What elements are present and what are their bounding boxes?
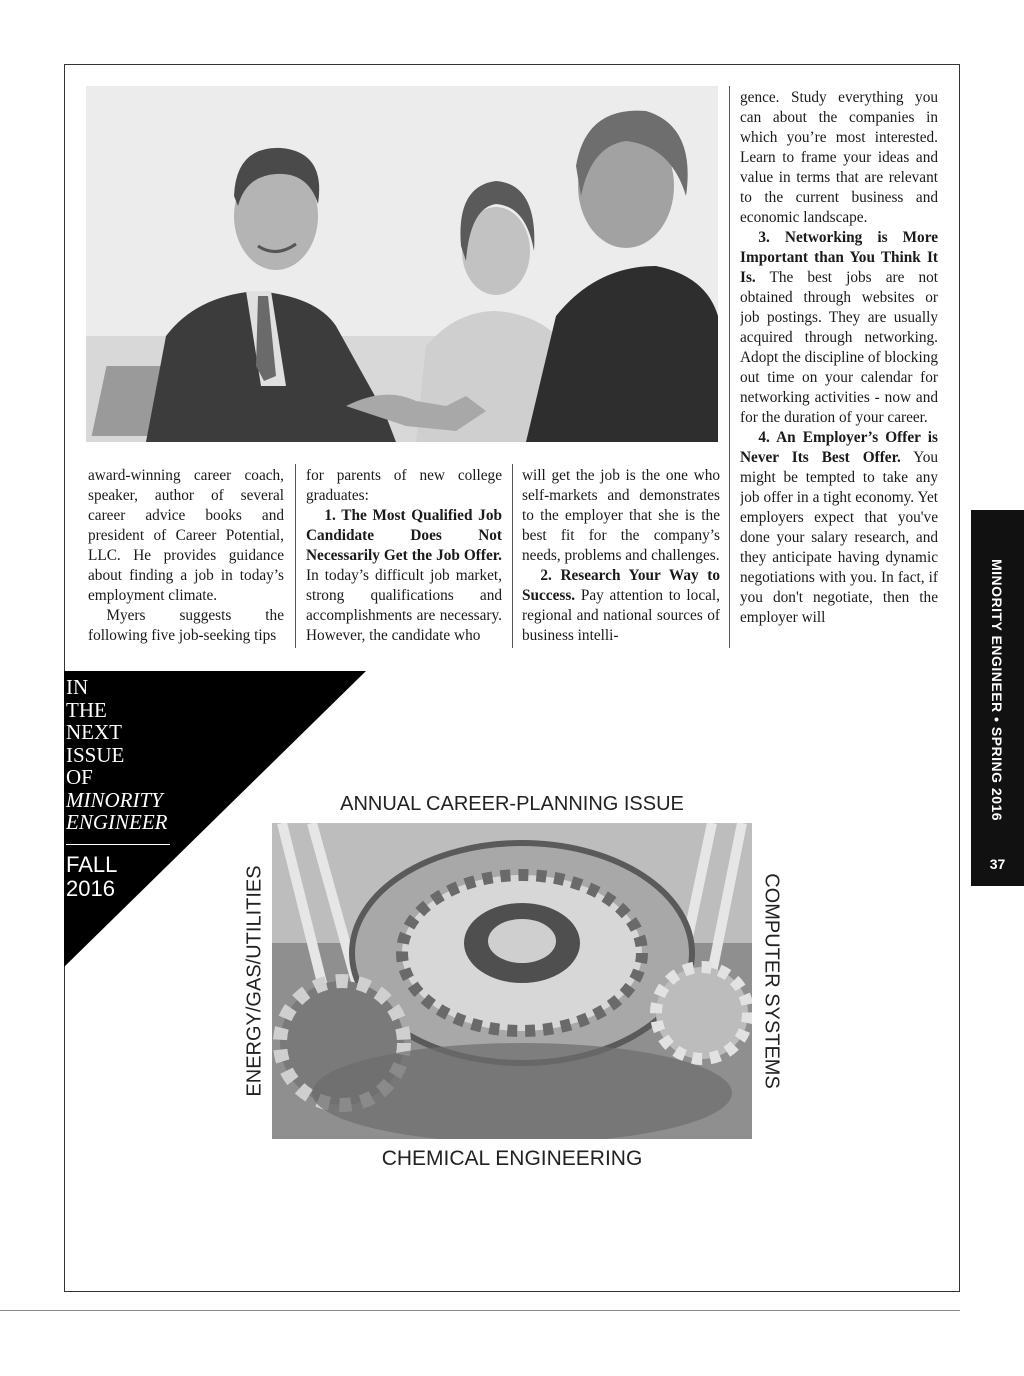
next-issue-year: 2016: [66, 875, 115, 901]
magazine-name-line-1: MINORITY: [66, 787, 163, 812]
tip-2: [522, 566, 720, 646]
magazine-name-line-2: ENGINEER: [66, 810, 168, 834]
column-divider-3: [729, 86, 730, 648]
article-column-2: [306, 466, 502, 648]
column-3-paragraph-1: will get the job is the one who self-markets and demonstrates to the employer that she is the best fit for the company’s needs, problems and challenges.: [522, 467, 720, 564]
feature-title: ANNUAL CAREER-PLANNING ISSUE: [340, 793, 684, 815]
tip-3-body: The best jobs are not obtained through websites or job postings. They are usually acquired through networking. Adopt the discipline of blocking out time on your calendar for networking activities - now and for the duration of your career.: [740, 269, 938, 426]
feature-right-text: COMPUTER SYSTEMS: [760, 873, 783, 1089]
side-tab-title-text: MINORITY ENGINEER • SPRING 2016: [989, 558, 1005, 822]
tip-1: [306, 506, 502, 646]
column-2-paragraph-1: for parents of new college graduates:: [306, 467, 502, 504]
tip-1-heading: 1. The Most Qualified Job Candidate Does Not Necessarily Get the Job Offer.: [306, 507, 502, 564]
tip-2-heading: 2. Research Your Way to Success.: [522, 567, 720, 604]
page-number: 37: [989, 856, 1006, 872]
column-divider-2: [512, 464, 513, 648]
next-issue-line-3: NEXT: [66, 720, 122, 744]
column-1-paragraph-1: award-winning career coach, speaker, author of several career advice books and president of Career Potential, LLC. He provides guidance about finding a job in today’s employment climate.: [88, 467, 284, 604]
next-issue-block: [66, 676, 174, 901]
feature-bottom-label: CHEMICAL ENGINEERING: [381, 1147, 643, 1170]
side-tab: [971, 510, 1024, 886]
next-issue-season: FALL: [66, 851, 118, 877]
tip-4-body: You might be tempted to take any job offer in a tight economy. Yet employers expect that you've done your salary research, and they anticipate having dynamic negotiations with you. In fact, if you don't negotiate, then the employer will: [740, 449, 938, 626]
next-issue-divider: [66, 844, 170, 845]
next-issue-line-4: ISSUE: [66, 742, 125, 767]
footer-rule: [0, 1310, 960, 1311]
next-issue-line-5: OF: [66, 765, 93, 789]
tip-3-heading: 3. Networking is More Important than You Think It Is.: [740, 229, 938, 286]
article-column-1: [88, 466, 284, 648]
tip-4: [740, 428, 938, 628]
article-column-3: [522, 466, 720, 648]
article-column-4: [740, 88, 938, 648]
feature-left-text: ENERGY/GAS/UTILITIES: [243, 865, 266, 1097]
next-issue-line-2: THE: [66, 697, 107, 722]
gears-illustration: [272, 823, 752, 1139]
handshake-illustration: [86, 86, 718, 442]
column-1-paragraph-2: Myers suggests the following five job-seeking tips: [88, 607, 284, 644]
gears-photo: [272, 823, 752, 1139]
next-issue-line-1: IN: [66, 675, 89, 699]
tip-2-body: Pay attention to local, regional and national sources of business intelli-: [522, 587, 720, 644]
column-divider-1: [295, 464, 296, 648]
tip-1-body: In today’s difficult job market, strong qualifications and accomplishments are necessary. However, the candidate who: [306, 567, 502, 644]
handshake-photo: [86, 86, 718, 442]
tip-4-heading: 4. An Employer’s Offer is Never Its Best Offer.: [740, 429, 938, 466]
column-4-paragraph-1: gence. Study everything you can about the companies in which you’re most interested. Learn to frame your ideas and value in terms that are relevant to the current business and economic landscape.: [740, 89, 938, 226]
tip-3: [740, 228, 938, 428]
